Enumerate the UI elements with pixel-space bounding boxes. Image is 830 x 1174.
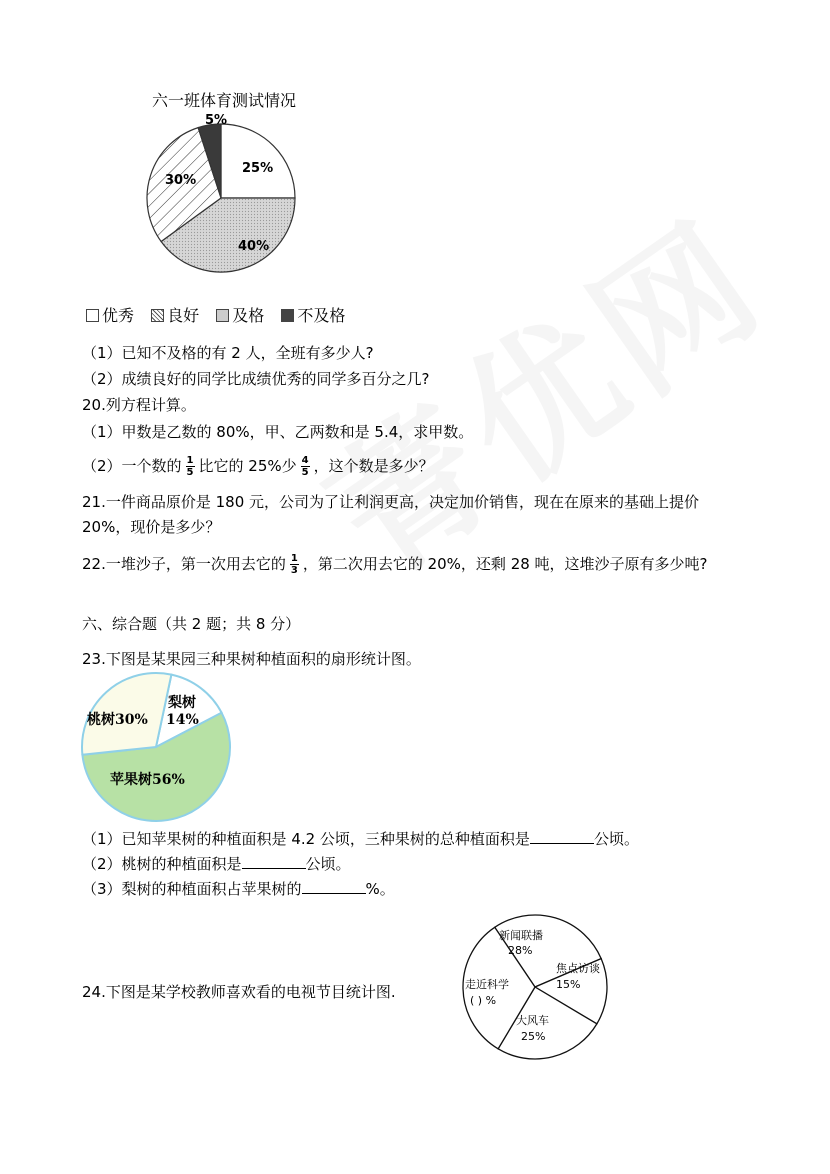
legend-item-good: 良好	[151, 306, 199, 325]
q19-part1: （1）已知不及格的有 2 人，全班有多少人?	[82, 344, 374, 362]
chart2-pie	[78, 671, 234, 823]
legend-item-pass: 及格	[216, 306, 264, 325]
q22: 22.一堆沙子，第一次用去它的 $\frac{1}{3}$ ，第二次用去它的 20%，还剩 28 吨，这堆沙子原有多少吨?	[82, 553, 708, 576]
q23-part3: （3）梨树的种植面积占苹果树的 %。	[82, 880, 395, 898]
chart1-title: 六一班体育测试情况	[152, 91, 297, 110]
answer-blank-1[interactable]	[530, 829, 594, 844]
fraction-one-fifth: $\frac{1}{5}$	[186, 455, 194, 478]
q21-line1: 21.一件商品原价是 180 元，公司为了让利润更高，决定加价销售，现在在原来的基础上提价	[82, 493, 700, 511]
chart3-pie	[450, 912, 620, 1070]
chart1-legend	[86, 306, 357, 326]
answer-blank-2[interactable]	[242, 854, 306, 869]
chart2-label-pear: 梨树	[168, 695, 196, 711]
chart3-label-wind-pct: 25%	[521, 1030, 546, 1043]
chart3-label-science: 走近科学	[465, 978, 509, 991]
chart3-label-focus: 焦点访谈	[556, 962, 600, 975]
chart1-label-30: 30%	[165, 173, 197, 188]
legend-swatch-dark	[281, 309, 294, 322]
chart1-label-25: 25%	[242, 161, 274, 176]
chart2-label-peach: 桃树30%	[87, 712, 148, 728]
legend-swatch-hatch	[151, 309, 164, 322]
chart1-pie	[145, 108, 315, 283]
fraction-four-fifths: $\frac{4}{5}$	[301, 455, 309, 478]
legend-swatch-white	[86, 309, 99, 322]
legend-item-excellent: 优秀	[86, 306, 134, 325]
q20-part1: （1）甲数是乙数的 80%，甲、乙两数和是 5.4，求甲数。	[82, 423, 474, 441]
q23-title: 23.下图是某果园三种果树种植面积的扇形统计图。	[82, 650, 421, 668]
q19-part2: （2）成绩良好的同学比成绩优秀的同学多百分之几?	[82, 370, 430, 388]
q21-line2: 20%，现价是多少？	[82, 518, 221, 536]
q24-title: 24.下图是某学校教师喜欢看的电视节目统计图.	[82, 983, 396, 1001]
chart3-label-focus-pct: 15%	[556, 978, 581, 991]
q20-part2: （2）一个数的 $\frac{1}{5}$ 比它的 25%少 $\frac{4}{5}$ ，这个数是多少？	[82, 455, 434, 478]
section6-heading: 六、综合题（共 2 题；共 8 分）	[82, 615, 301, 633]
legend-swatch-gray	[216, 309, 229, 322]
chart2-label-pear-pct: 14%	[166, 712, 199, 728]
chart3-label-news-pct: 28%	[508, 944, 533, 957]
legend-item-fail: 不及格	[281, 306, 345, 325]
chart2-label-apple: 苹果树56%	[110, 772, 185, 788]
q23-part2: （2）桃树的种植面积是 公顷。	[82, 855, 351, 873]
fraction-one-third: $\frac{1}{3}$	[290, 553, 298, 576]
chart3-label-news: 新闻联播	[499, 929, 543, 942]
chart1-label-5: 5%	[205, 113, 228, 128]
q23-part1: （1）已知苹果树的种植面积是 4.2 公顷，三种果树的总种植面积是 公顷。	[82, 830, 639, 848]
q20-title: 20.列方程计算。	[82, 396, 196, 414]
chart3-label-wind: 大风车	[516, 1014, 549, 1027]
chart1-label-40: 40%	[238, 239, 270, 254]
chart3-label-science-pct: ( ) %	[470, 994, 497, 1007]
answer-blank-3[interactable]	[302, 879, 366, 894]
